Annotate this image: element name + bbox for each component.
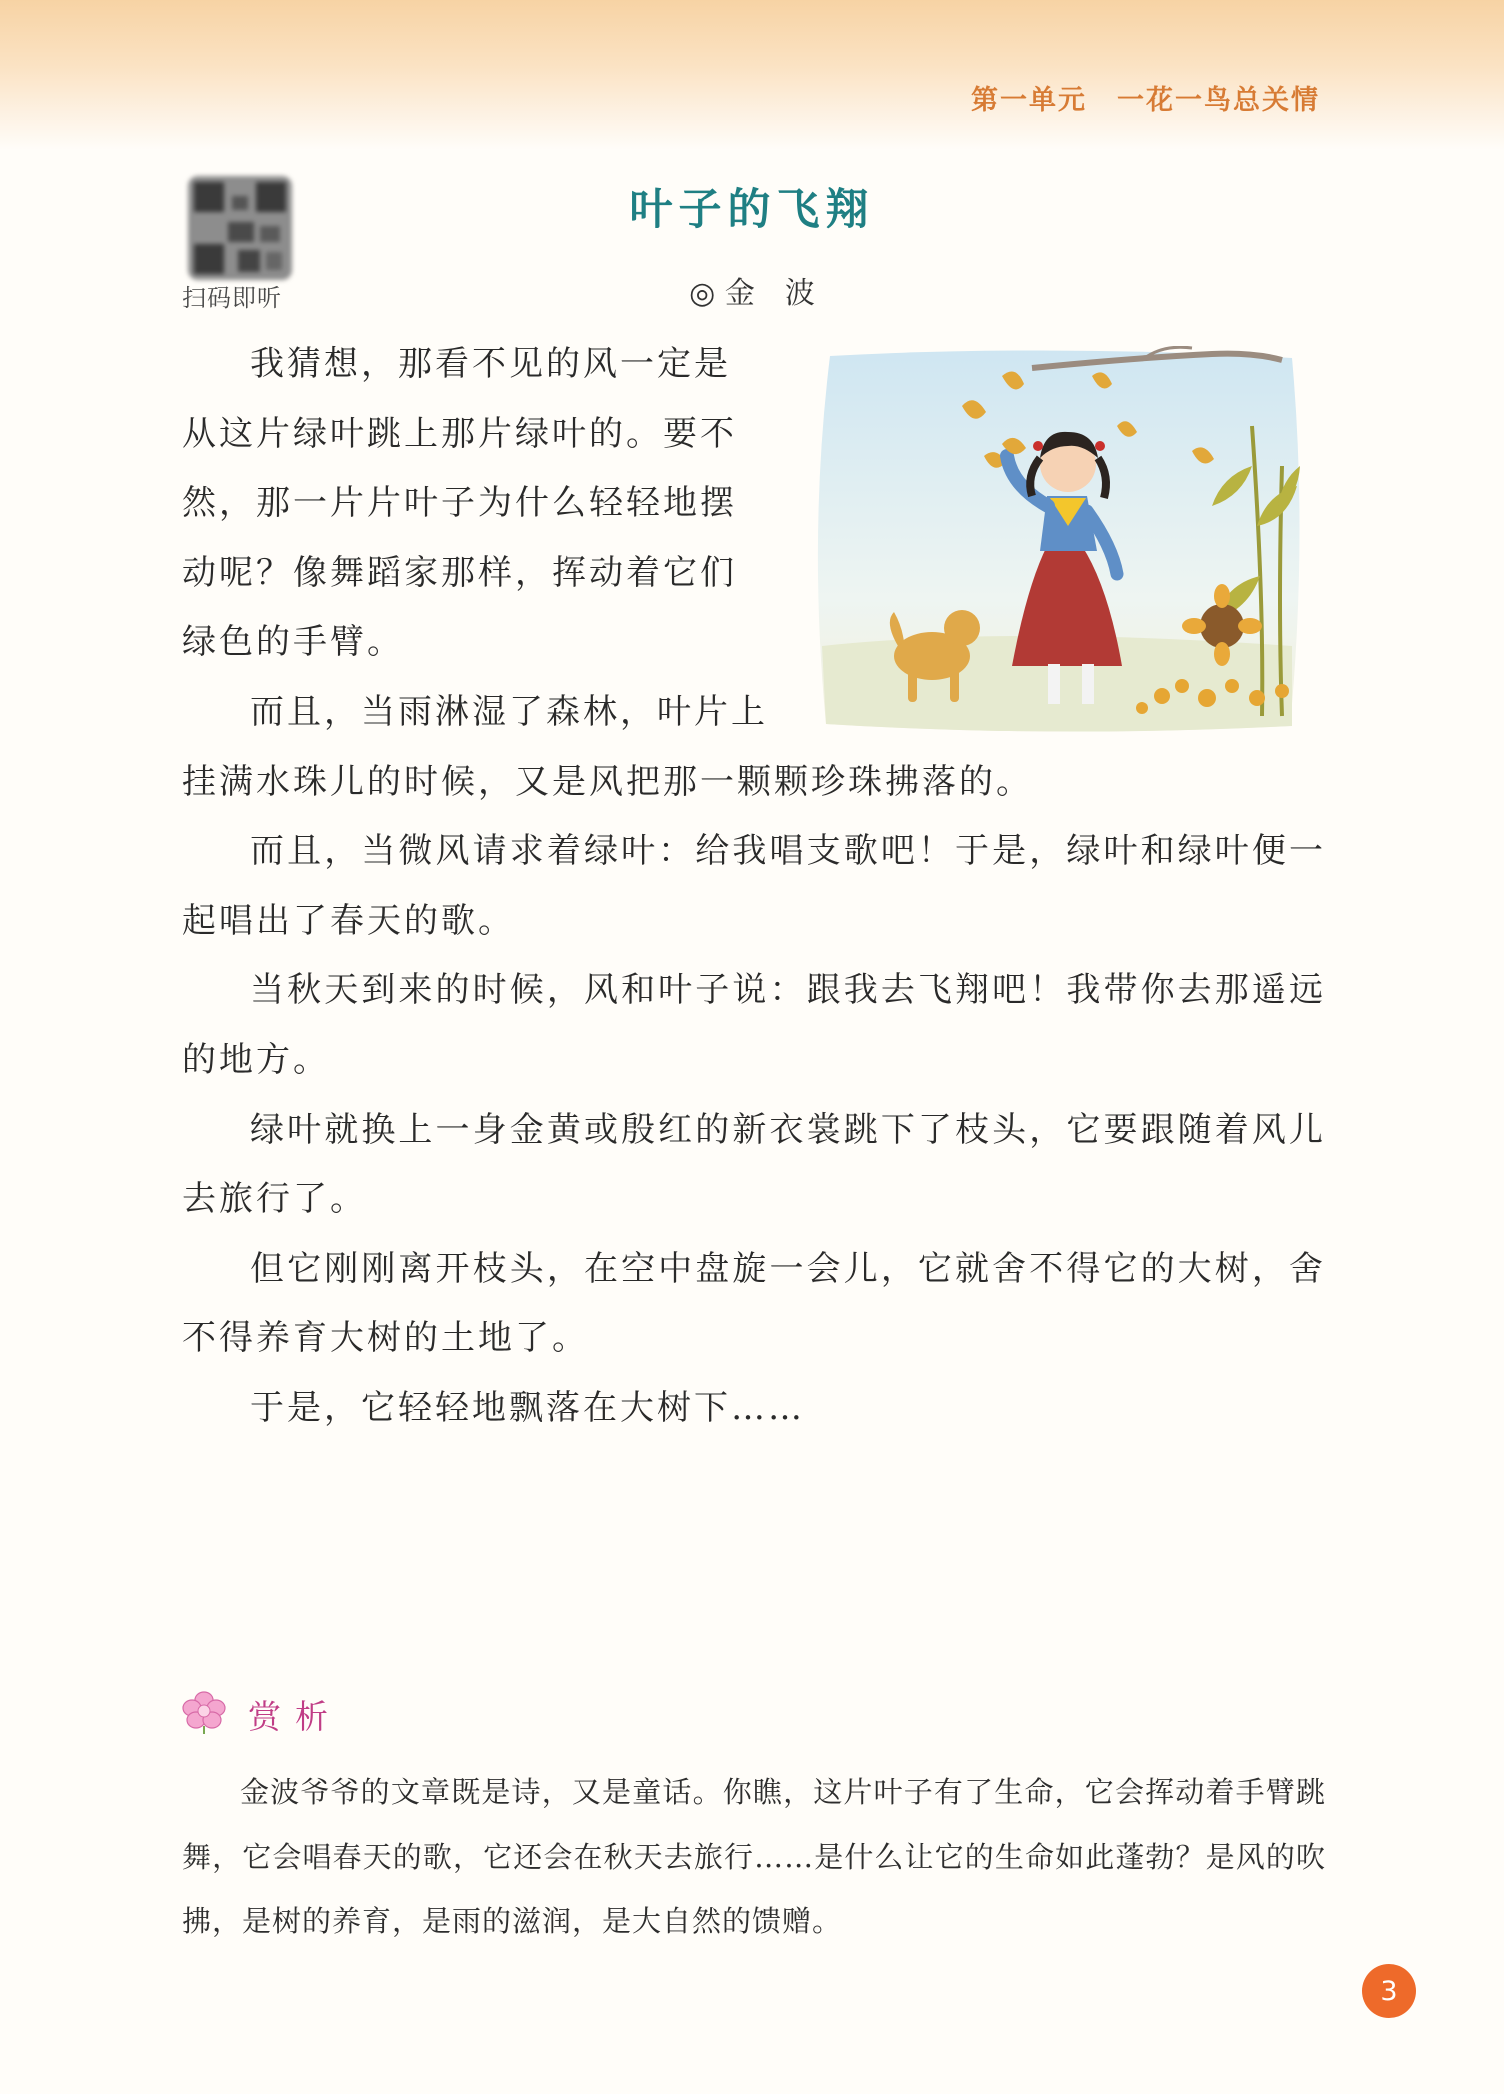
unit-theme: 一花一鸟总关情	[1117, 85, 1320, 116]
paragraph-3: 而且，当微风请求着绿叶：给我唱支歌吧！于是，绿叶和绿叶便一起唱出了春天的歌。	[182, 831, 1326, 941]
text-line: 动呢？像舞蹈家那样，挥动着它们	[182, 552, 737, 593]
unit-label: 第一单元	[971, 85, 1087, 116]
paragraph-6: 但它刚刚离开枝头，在空中盘旋一会儿，它就舍不得它的大树，舍不得养育大树的土地了。	[182, 1248, 1326, 1359]
article-author: ◎ 金 波	[689, 276, 815, 311]
paragraph-2	[182, 678, 1326, 817]
appreciation-paragraph: 金波爷爷的文章既是诗，又是童话。你瞧，这片叶子有了生命，它会挥动着手臂跳舞，它会唱春天的歌，它还会在秋天去旅行……是什么让它的生命如此蓬勃？是风的吹拂，是树的养育，是雨的滋润，是大自然的馈赠。	[182, 1775, 1326, 1938]
flower-icon	[180, 1690, 228, 1738]
unit-header	[971, 78, 1320, 117]
text-line: 我猜想，那看不见的风一定是	[250, 344, 731, 384]
text-line: 然，那一片片叶子为什么轻轻地摆	[182, 483, 737, 524]
article-body	[182, 330, 1326, 1444]
qr-label: 扫码即听	[182, 284, 282, 312]
text-line: 从这片绿叶跳上那片绿叶的。要不	[182, 413, 737, 454]
text-line: 而且，当雨淋湿了森林，叶片上	[250, 691, 768, 732]
paragraph-1	[182, 330, 770, 678]
text-line: 挂满水珠儿的时候，又是风把那一颗颗珍珠拂落的。	[182, 761, 1033, 802]
article-title: 叶子的飞翔	[629, 185, 875, 235]
top-banner	[0, 0, 1504, 150]
appreciation-heading	[180, 1690, 342, 1738]
text-line: 绿色的手臂。	[182, 622, 404, 663]
paragraph-4: 当秋天到来的时候，风和叶子说：跟我去飞翔吧！我带你去那遥远的地方。	[182, 970, 1326, 1080]
paragraph-7: 于是，它轻轻地飘落在大树下……	[250, 1387, 805, 1428]
appreciation-text	[182, 1760, 1326, 1954]
paragraph-5: 绿叶就换上一身金黄或殷红的新衣裳跳下了枝头，它要跟随着风儿去旅行了。	[182, 1109, 1326, 1220]
page-number: 3	[1362, 1964, 1416, 2018]
appreciation-title: 赏析	[248, 1696, 342, 1736]
